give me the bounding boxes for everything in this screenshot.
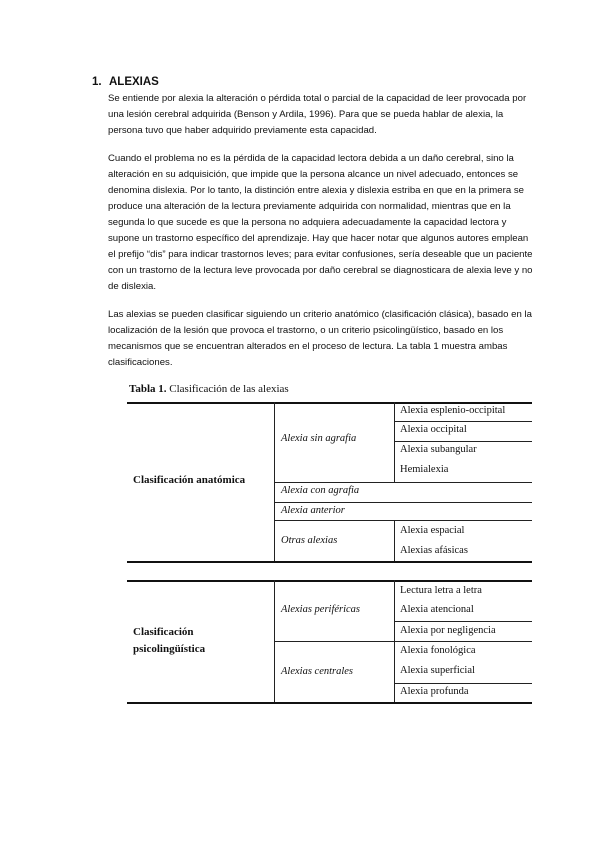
table-top-rule	[127, 580, 532, 582]
table-rule	[274, 520, 532, 521]
table-cell: Lectura letra a letra	[400, 585, 482, 596]
psicolinguistica-title-line1: Clasificación	[133, 626, 194, 638]
table-cell: Alexia occipital	[400, 424, 467, 435]
alexia-con-agrafia: Alexia con agrafia	[281, 485, 360, 496]
text-line: Se entiende por alexia la alteración o pérdida total o parcial de la capacidad de leer provocada por	[108, 93, 527, 104]
psicolinguistica-title-line2: psicolingüística	[133, 643, 206, 655]
table-rule	[394, 421, 532, 422]
table-cell: Alexia subangular	[400, 444, 477, 455]
alexias-centrales: Alexias centrales	[281, 666, 354, 677]
table-bottom-rule	[127, 561, 532, 563]
alexia-sin-agrafia: Alexia sin agrafia	[281, 433, 357, 444]
text-line: Cuando el problema no es la pérdida de la capacidad lectora debida a un daño cerebral, sino la	[108, 153, 514, 164]
text-line: persona tuvo que haber adquirido previamente esta capacidad.	[108, 125, 377, 136]
text-line: una lesión cerebral adquirida (Benson y Ardila, 1996). Para que se pueda hablar de alexia, la	[108, 109, 504, 120]
table-rule	[394, 441, 532, 442]
table-cell: Alexia espacial	[400, 525, 465, 536]
section-title: ALEXIAS	[109, 76, 159, 88]
text-line: denomina dislexia. Por lo tanto, la distinción entre alexia y dislexia estriba en que en la primera se	[108, 185, 524, 196]
alexia-anterior: Alexia anterior	[281, 505, 345, 516]
table-cell: Alexia profunda	[400, 686, 469, 697]
text-line: Las alexias se pueden clasificar siguiendo un criterio anatómico (clasificación clásica), basado en la	[108, 309, 532, 320]
text-line: con un trastorno de la lectura leve provocada por daño cerebral se diagnosticara de alexia leve y no	[108, 265, 533, 276]
table-cell: Alexia por negligencia	[400, 625, 496, 636]
table-cell: Alexia esplenio-occipital	[400, 405, 506, 416]
text-line: produce una alteración de la lectura previamente adquirida con normalidad, mientras que en la	[108, 201, 511, 212]
alexias-perifericas: Alexias periféricas	[281, 604, 361, 615]
table-bottom-rule	[127, 702, 532, 704]
table-rule	[274, 641, 532, 642]
table-rule	[274, 482, 532, 483]
text-line: supone un trastorno específico del aprendizaje. Hay que hacer notar que algunos autores emplean	[108, 233, 529, 244]
anatomica-title: Clasificación anatómica	[133, 474, 246, 486]
otras-alexias: Otras alexias	[281, 535, 338, 546]
text-line: segunda lo que sucede es que la persona no adquiera adecuadamente la capacidad lectora y	[108, 217, 507, 228]
table-cell: Alexia superficial	[400, 665, 475, 676]
table-caption-text: Clasificación de las alexias	[169, 383, 289, 395]
table-divider	[394, 520, 395, 561]
text-line: clasificaciones.	[108, 357, 173, 368]
text-line: mecanismos que se encuentran alterados en el proceso de lectura. La tabla 1 muestra ambas	[108, 341, 508, 352]
table-cell: Alexia atencional	[400, 604, 474, 615]
text-line: el prefijo “dis” para indicar trastornos leves; para evitar confusiones, sería deseable que un paciente	[108, 249, 533, 260]
section-number: 1.	[92, 76, 102, 88]
table-rule	[274, 502, 532, 503]
table-rule	[394, 621, 532, 622]
table-top-rule	[127, 402, 532, 404]
text-line: localización de la lesión que provoca el trastorno, o un criterio psicolingüístico, basado en los	[108, 325, 504, 336]
table-cell: Alexias afásicas	[400, 545, 468, 556]
table-caption-label: Tabla 1.	[129, 383, 167, 395]
text-line: alteración en su adquisición, que impide que la persona alcance un nivel adecuado, entonces se	[108, 169, 519, 180]
text-line: de dislexia.	[108, 281, 156, 292]
table-cell: Alexia fonológica	[400, 645, 476, 656]
table-cell: Hemialexia	[400, 464, 449, 475]
table-rule	[394, 683, 532, 684]
table-divider	[394, 402, 395, 482]
